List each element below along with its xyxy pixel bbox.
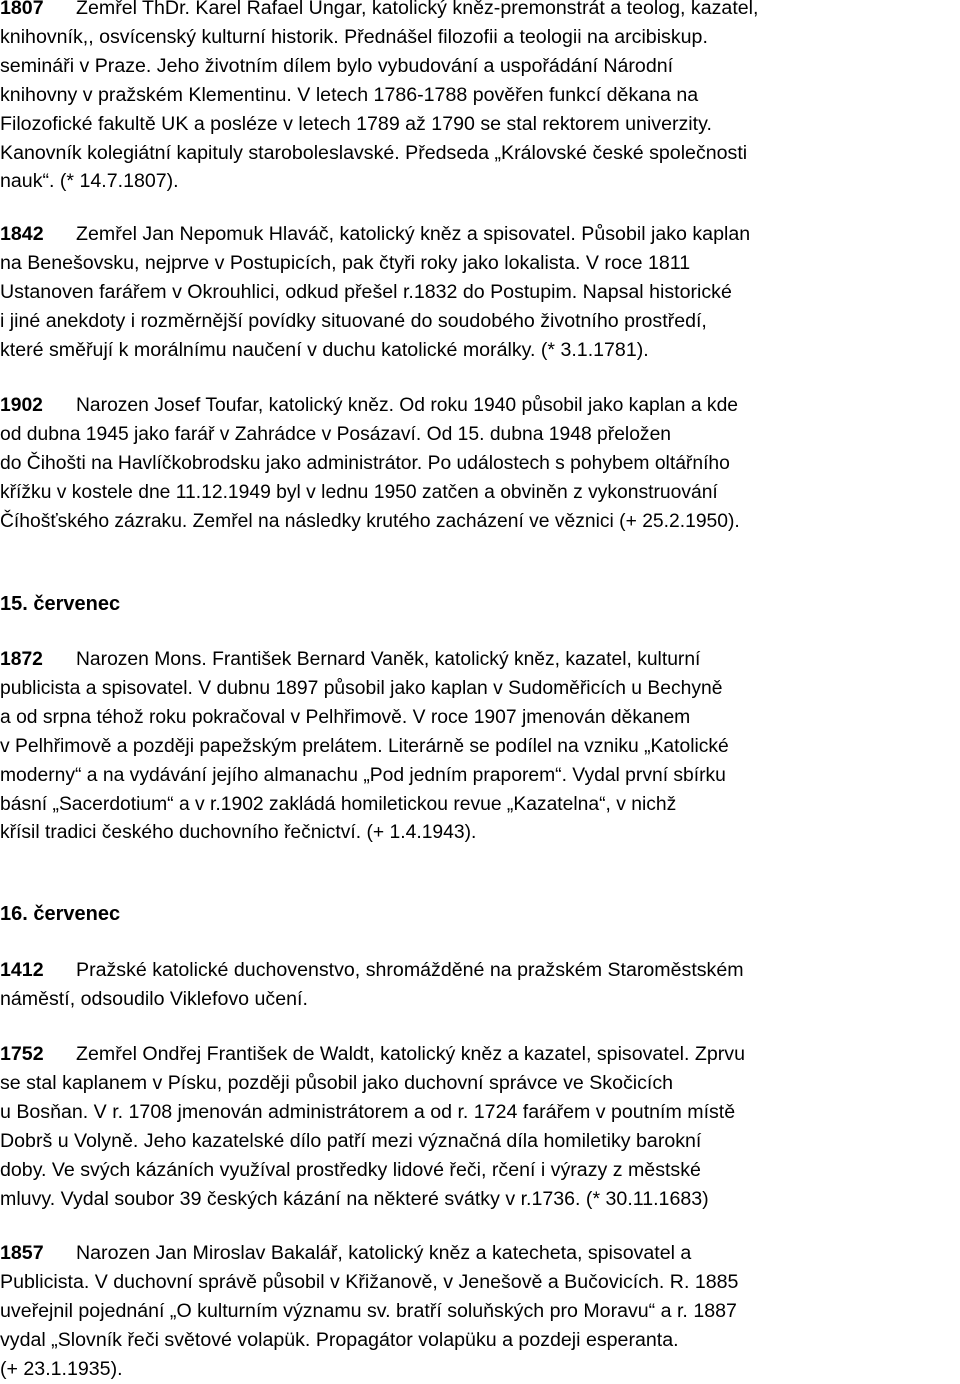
entry-text: Narozen Mons. František Bernard Vaněk, katolický kněz, kazatel, kulturní xyxy=(76,649,701,670)
entry-1857 xyxy=(0,1239,958,1384)
entry-line xyxy=(0,0,958,23)
entry-line xyxy=(0,1239,958,1268)
entry-year: 1857 xyxy=(0,1242,44,1264)
entry-line: uveřejnil pojednání „O kulturním významu sv. bratří soluňských pro Moravu“ a r. 1887 xyxy=(0,1299,737,1322)
entry-line: u Bosňan. V r. 1708 jmenován administrátorem a od r. 1724 farářem v poutním místě xyxy=(0,1100,736,1123)
entry-line: a od srpna téhož roku pokračoval v Pelhřimově. V roce 1907 jmenován děkanem xyxy=(0,706,691,728)
entry-line xyxy=(0,220,958,249)
entry-1412 xyxy=(0,956,958,1014)
entry-1842 xyxy=(0,220,958,365)
entry-line: náměstí, odsoudilo Viklefovo učení. xyxy=(0,987,308,1010)
entry-text: Zemřel Ondřej František de Waldt, katolický kněz a kazatel, spisovatel. Zprvu xyxy=(76,1043,745,1065)
date-heading-july-15: 15. červenec xyxy=(0,593,121,615)
entry-line xyxy=(0,956,958,985)
entry-year: 1902 xyxy=(0,395,43,416)
entry-line xyxy=(0,646,958,675)
entry-line: Ustanoven farářem v Okrouhlici, odkud přešel r.1832 do Postupim. Napsal historické xyxy=(0,280,732,303)
entry-line: se stal kaplanem v Písku, později působil jako duchovní správce ve Skočicích xyxy=(0,1071,674,1094)
entry-line: Filozofické fakultě UK a posléze v letech 1789 až 1790 se stal rektorem univerzity. xyxy=(0,112,712,135)
entry-line: semináři v Praze. Jeho životním dílem bylo vybudování a uspořádání Národní xyxy=(0,54,674,77)
entry-text: Pražské katolické duchovenstvo, shromážděné na pražském Staroměstském xyxy=(76,959,744,981)
entry-text: Zemřel ThDr. Karel Rafael Ungar, katolický kněz-premonstrát a teolog, kazatel, xyxy=(76,0,759,19)
entry-1902 xyxy=(0,392,958,537)
entry-line: křížku v kostele dne 11.12.1949 byl v lednu 1950 zatčen a obviněn z vykonstruování xyxy=(0,481,718,503)
entry-line: v Pelhřimově a později papežským prelátem. Literárně se podílel na vzniku „Katolické xyxy=(0,735,729,757)
entry-text: Narozen Jan Miroslav Bakalář, katolický kněz a katecheta, spisovatel a xyxy=(76,1242,692,1264)
entry-line xyxy=(0,1040,958,1069)
entry-line: Kanovník kolegiátní kapituly staroboleslavské. Předseda „Královské české společnosti xyxy=(0,141,748,164)
entry-line: nauk“. (* 14.7.1807). xyxy=(0,170,179,193)
entry-line: Dobrš u Volyně. Jeho kazatelské dílo patří mezi význačná díla homiletiky barokní xyxy=(0,1129,702,1152)
entry-line: (+ 23.1.1935). xyxy=(0,1357,123,1380)
entry-year: 1872 xyxy=(0,649,43,670)
entry-year: 1842 xyxy=(0,223,44,245)
entry-line: básní „Sacerdotium“ a v r.1902 zakládá homiletickou revue „Kazatelna“, v nichž xyxy=(0,793,677,815)
entry-line: Číhošťského zázraku. Zemřel na následky krutého zacházení ve věznici (+ 25.2.1950). xyxy=(0,510,740,532)
entry-text: Zemřel Jan Nepomuk Hlaváč, katolický kněz a spisovatel. Působil jako kaplan xyxy=(76,223,751,245)
entry-line: doby. Ve svých kázáních využíval prostředky lidové řeči, rčení i výrazy z městské xyxy=(0,1158,701,1181)
entry-1752 xyxy=(0,1040,958,1213)
entry-year: 1412 xyxy=(0,959,44,981)
entry-1872 xyxy=(0,646,958,848)
entry-line: které směřují k morálnímu naučení v duchu katolické morálky. (* 3.1.1781). xyxy=(0,338,649,361)
entry-line: vydal „Slovník řeči světové volapük. Propagátor volapüku a pozdeji esperanta. xyxy=(0,1328,679,1351)
entry-line: publicista a spisovatel. V dubnu 1897 působil jako kaplan v Sudoměřicích u Bechyně xyxy=(0,677,723,699)
entry-line: knihovník,, osvícenský kulturní historik. Přednášel filozofii a teologii na arcibiskup. xyxy=(0,25,708,48)
entry-year: 1752 xyxy=(0,1043,44,1065)
entry-1807 xyxy=(0,0,958,196)
entry-line: do Čihošti na Havlíčkobrodsku jako administrátor. Po událostech s pohybem oltářního xyxy=(0,452,730,474)
entry-line: mluvy. Vydal soubor 39 českých kázání na některé svátky v r.1736. (* 30.11.1683) xyxy=(0,1187,709,1210)
entry-line: od dubna 1945 jako farář v Zahrádce v Posázaví. Od 15. dubna 1948 přeložen xyxy=(0,423,672,445)
entry-line: na Benešovsku, nejprve v Postupicích, pak čtyři roky jako lokalista. V roce 1811 xyxy=(0,251,691,274)
entry-text: Narozen Josef Toufar, katolický kněz. Od roku 1940 působil jako kaplan a kde xyxy=(76,395,739,416)
entry-line: křísil tradici českého duchovního řečnictví. (+ 1.4.1943). xyxy=(0,822,477,844)
entry-line: i jiné anekdoty i rozměrnější povídky situované do soudobého životního prostředí, xyxy=(0,309,707,332)
date-heading-july-16: 16. červenec xyxy=(0,903,121,925)
entry-line: Publicista. V duchovní správě působil v Křižanově, v Jenešově a Bučovicích. R. 1885 xyxy=(0,1270,739,1293)
entry-line: knihovny v pražském Klementinu. V letech 1786-1788 pověřen funkcí děkana na xyxy=(0,83,699,106)
entry-line xyxy=(0,392,958,421)
entry-line: moderny“ a na vydávání jejího almanachu „Pod jedním praporem“. Vydal první sbírku xyxy=(0,764,726,786)
entry-year: 1807 xyxy=(0,0,44,19)
